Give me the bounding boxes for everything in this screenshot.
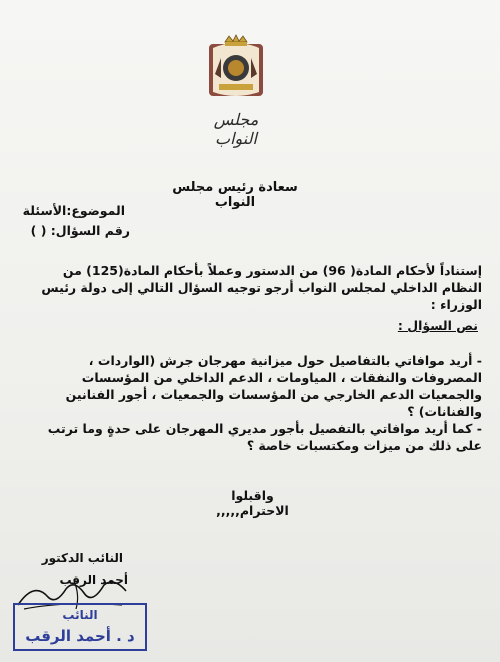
org-name: مجلس النواب xyxy=(213,110,259,148)
question-paragraph-2: - كما أريد موافاتي بالتفصيل بأجور مديري المهرجان على حدةٍ وما ترتب على ذلك من ميزات ومكتسبات خاصة ؟ xyxy=(47,421,482,453)
addressee: سعادة رئيس مجلس النواب xyxy=(172,180,298,210)
subject-line: الموضوع:الأسئلة xyxy=(22,203,125,218)
question-number: رقم السؤال: ( ) xyxy=(30,223,130,238)
official-stamp xyxy=(13,603,147,651)
signatory-title: النائب الدكتور xyxy=(41,551,123,565)
royal-emblem-icon xyxy=(205,34,267,100)
stamp-title: النائب xyxy=(62,608,98,622)
intro-paragraph: إستناداً لأحكام المادة( 96) من الدستور وعملاً بأحكام المادة(125) من النظام الداخلي لمجلس النواب أرجو توجيه السؤال التالي إلى دولة رئيس الوزراء : xyxy=(41,263,482,312)
question-heading: نص السؤال : xyxy=(397,318,478,333)
question-paragraph-1: - أريد موافاتي بالتفاصيل حول ميزانية مهرجان جرش (الواردات ، المصروفات والنفقات ، المياومات ، الدعم الداخلي من المؤسسات والجمعيات الدعم الخارجي من المؤسسات والجمعيات ، أجور الفنانين والفنانات) ؟ xyxy=(65,353,482,419)
signatory-name: أحمد الرقب xyxy=(59,573,128,587)
stamp-name: د . أحمد الرقب xyxy=(25,627,135,645)
closing-line: واقبلوا الاحترام,,,,, xyxy=(216,488,289,518)
